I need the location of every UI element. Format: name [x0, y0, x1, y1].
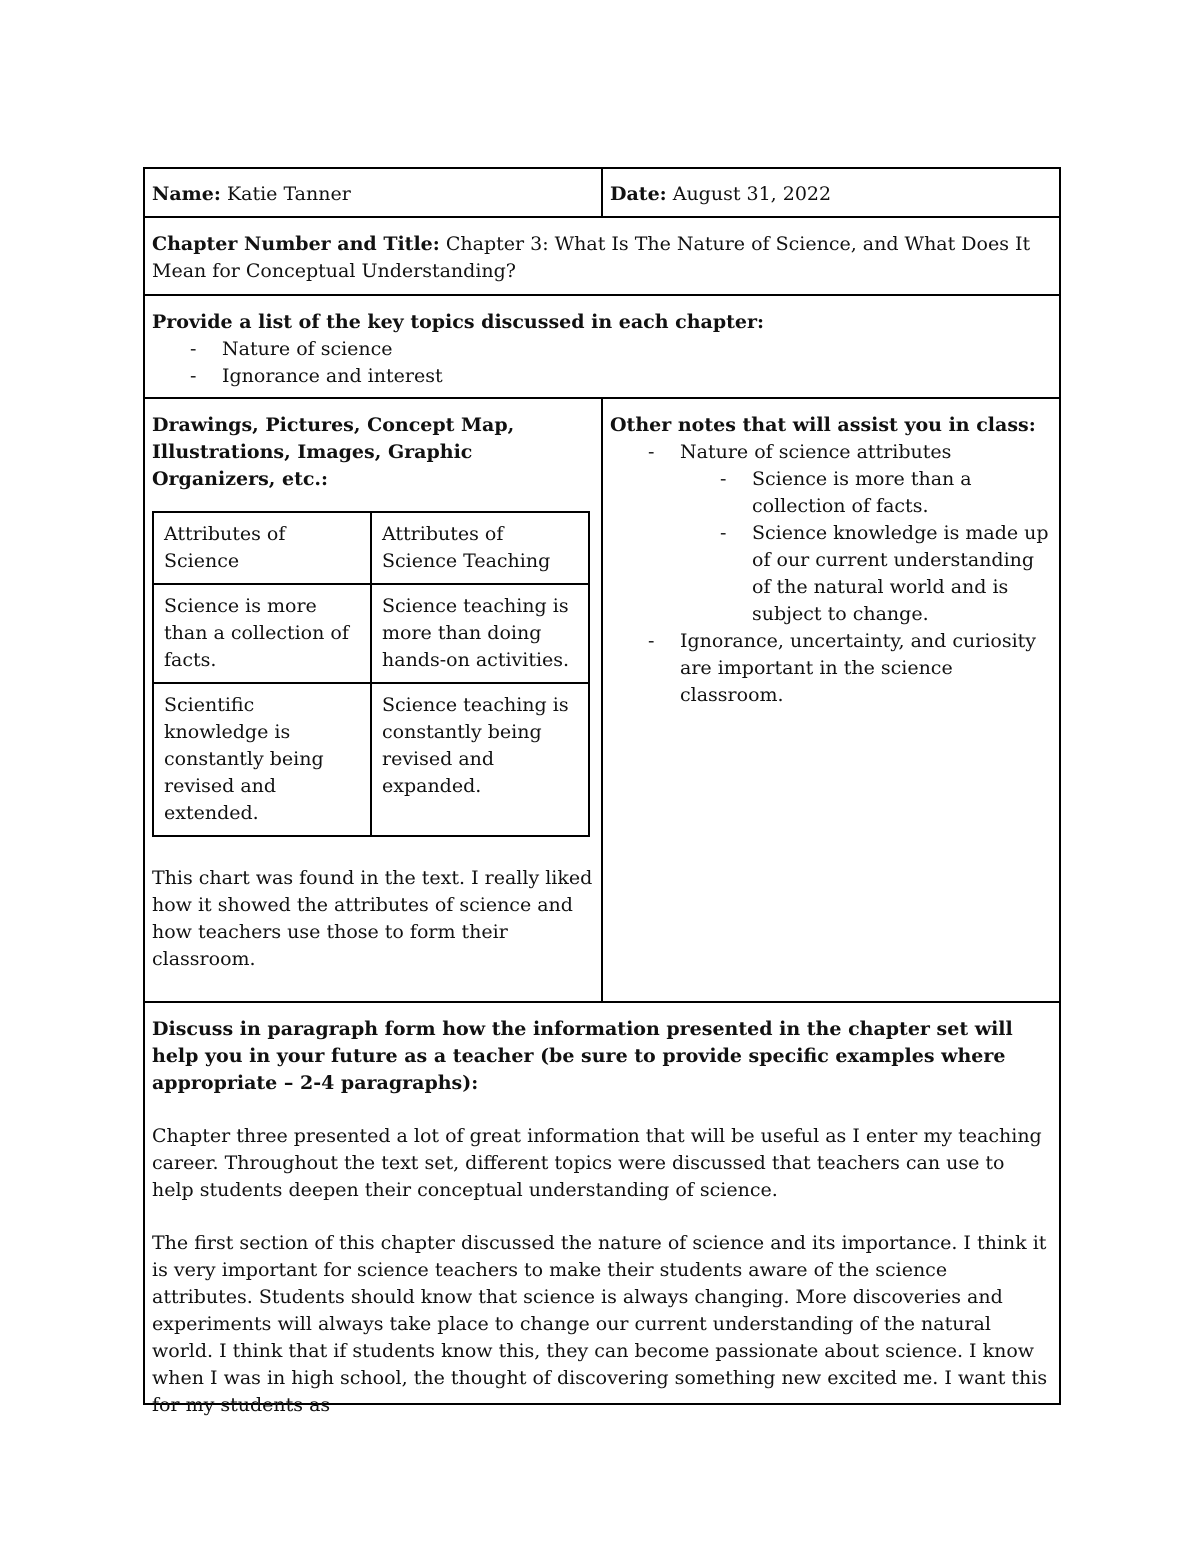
discussion-paragraph: Chapter three presented a lot of great information that will be useful as I enter my teaching career. Throughout the text set, different topics were discussed that teachers can use to help students deepen their conceptual understanding of science.	[152, 1125, 1042, 1201]
attributes-header-cell: Attributes of Science	[153, 512, 371, 584]
key-topics-list	[152, 336, 1052, 390]
notes-item	[648, 439, 1052, 628]
chapter-label: Chapter Number and Title:	[152, 233, 440, 255]
key-topics-row	[145, 296, 1059, 399]
key-topic-item: - Ignorance and interest	[190, 363, 1052, 390]
table-cell: Science is more than a collection of facts.	[153, 584, 371, 683]
chapter-value: Chapter 3: What Is The Nature of Science, and What Does It Mean for Conceptual Understanding?	[152, 233, 1031, 282]
drawings-cell	[145, 399, 603, 1001]
table-cell: Science teaching is constantly being revised and expanded.	[371, 683, 589, 836]
worksheet-table	[143, 167, 1061, 1416]
date-value: August 31, 2022	[672, 183, 832, 205]
notes-label: Other notes that will assist you in class:	[610, 414, 1036, 436]
attributes-table-header	[153, 512, 589, 584]
attributes-header-cell: Attributes of Science Teaching	[371, 512, 589, 584]
notes-subitem: - Science is more than a collection of facts.	[720, 466, 1052, 520]
notes-cell	[603, 399, 1059, 1001]
discussion-paragraph: The first section of this chapter discussed the nature of science and its importance. I think it is very important for science teachers to make their students aware of the science attributes. Students should know that science is always changing. More discoveries and experiments will always take place to change our current understanding of the natural world. I think that if students know this, they can become passionate about science. I know when I was in high school, the thought of discovering something new excited me. I want this for my students as	[152, 1232, 1048, 1416]
drawings-notes-row	[145, 399, 1059, 1003]
chapter-row	[145, 218, 1059, 296]
attributes-table	[152, 511, 590, 837]
chapter-cell	[145, 218, 1059, 294]
name-value: Katie Tanner	[226, 183, 351, 205]
notes-item: - Ignorance, uncertainty, and curiosity are important in the science classroom.	[648, 628, 1052, 709]
notes-list	[610, 439, 1052, 709]
discussion-cell	[145, 1003, 1059, 1416]
key-topics-cell	[145, 296, 1059, 397]
name-cell	[145, 169, 603, 216]
notes-item-text: Nature of science attributes	[680, 441, 952, 463]
discussion-label: Discuss in paragraph form how the information presented in the chapter set will help you in your future as a teacher (be sure to provide specific examples where appropriate – 2-4 paragraphs):	[152, 1018, 1013, 1094]
header-row	[145, 169, 1059, 218]
name-label: Name:	[152, 183, 221, 205]
table-cell: Science teaching is more than doing hands-on activities.	[371, 584, 589, 683]
table-cell: Scientific knowledge is constantly being revised and extended.	[153, 683, 371, 836]
key-topic-item: - Nature of science	[190, 336, 1052, 363]
discussion-body	[152, 1123, 1052, 1419]
date-cell	[603, 169, 1059, 216]
table-row	[153, 683, 589, 836]
notes-sublist	[680, 466, 1052, 628]
drawings-label: Drawings, Pictures, Concept Map, Illustrations, Images, Graphic Organizers, etc.:	[152, 414, 515, 490]
notes-subitem: - Science knowledge is made up of our current understanding of the natural world and is subject to change.	[720, 520, 1052, 628]
table-row	[153, 584, 589, 683]
date-label: Date:	[610, 183, 667, 205]
discussion-row	[145, 1003, 1059, 1416]
chart-caption: This chart was found in the text. I really liked how it showed the attributes of science and how teachers use those to form their classroom.	[152, 867, 593, 970]
key-topics-label: Provide a list of the key topics discussed in each chapter:	[152, 311, 765, 333]
